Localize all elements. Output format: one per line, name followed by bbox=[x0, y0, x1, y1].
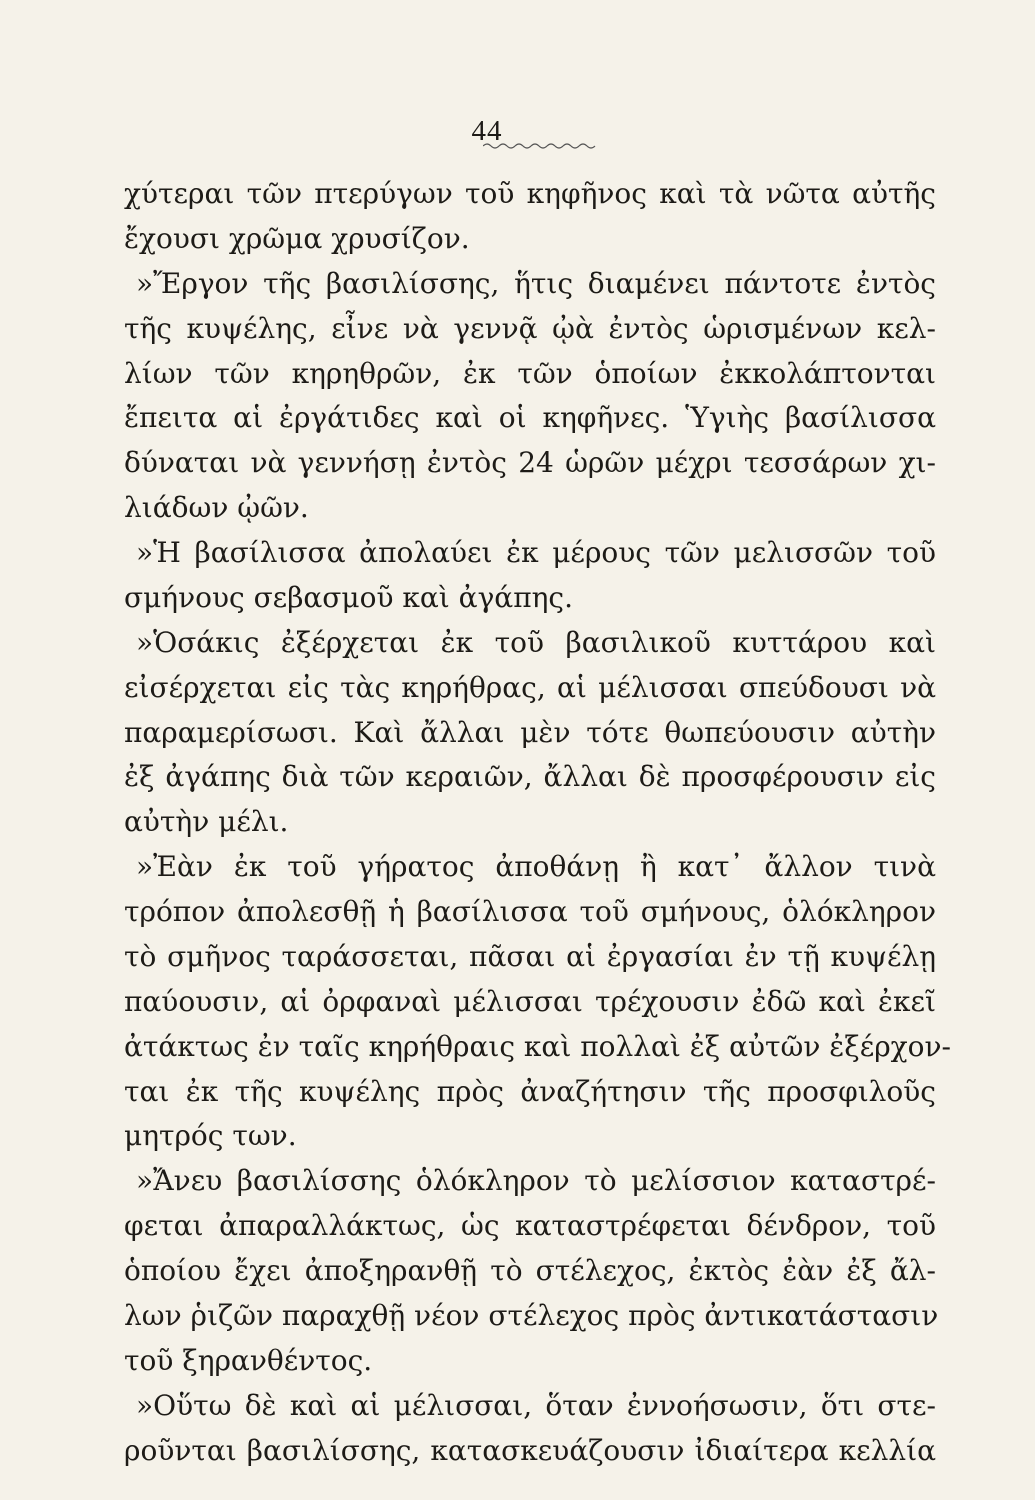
paragraph-first-line: »Ὁσάκις ἐξέρχεται ἐκ τοῦ βασιλικοῦ κυττάρου καὶ bbox=[136, 625, 936, 659]
text-line: τρόπον ἀπολεσθῇ ἡ βασίλισσα τοῦ σμήνους, ὁλόκληρον bbox=[124, 895, 936, 928]
text-line: ἀτάκτως ἐν ταῖς κηρήθραις καὶ πολλαὶ ἐξ αὐτῶν ἐξέρχον- bbox=[124, 1029, 951, 1063]
text-line: χύτεραι τῶν πτερύγων τοῦ κηφῆνος καὶ τὰ νῶτα αὐτῆς bbox=[124, 177, 936, 210]
text-line: τοῦ ξηρανθέντος. bbox=[124, 1343, 373, 1377]
text-line: παύουσιν, αἱ ὀρφαναὶ μέλισσαι τρέχουσιν ἐδῶ καὶ ἐκεῖ bbox=[124, 984, 936, 1018]
text-line: ἔπειτα αἱ ἐργάτιδες καὶ οἱ κηφῆνες. Ὑγιὴς βασίλισσα bbox=[124, 401, 936, 435]
text-line: λων ῥιζῶν παραχθῇ νέον στέλεχος πρὸς ἀντικατάστασιν bbox=[124, 1298, 939, 1332]
paragraph-first-line: »Ἔργον τῆς βασιλίσσης, ἥτις διαμένει πάντοτε ἐντὸς bbox=[136, 266, 936, 300]
page-header bbox=[0, 116, 1035, 156]
wavy-underline-ornament bbox=[483, 142, 596, 150]
paragraph-first-line: »Ἡ βασίλισσα ἀπολαύει ἐκ μέρους τῶν μελισσῶν τοῦ bbox=[136, 536, 936, 569]
text-line: ροῦνται βασιλίσσης, κατασκευάζουσιν ἰδιαίτερα κελλία bbox=[124, 1433, 936, 1467]
paragraph-first-line: »Οὕτω δὲ καὶ αἱ μέλισσαι, ὅταν ἐννοήσωσιν, ὅτι στε- bbox=[136, 1388, 936, 1422]
text-line: αὐτὴν μέλι. bbox=[124, 805, 289, 839]
text-line: εἰσέρχεται εἰς τὰς κηρήθρας, αἱ μέλισσαι σπεύδουσι νὰ bbox=[124, 670, 936, 704]
text-line: ται ἐκ τῆς κυψέλης πρὸς ἀναζήτησιν τῆς προσφιλοῦς bbox=[124, 1074, 936, 1108]
page-number: 44 bbox=[471, 115, 503, 147]
text-line: τὸ σμῆνος ταράσσεται, πᾶσαι αἱ ἐργασίαι ἐν τῇ κυψέλῃ bbox=[124, 939, 936, 973]
text-line: δύναται νὰ γεννήσῃ ἐντὸς 24 ὡρῶν μέχρι τεσσάρων χι- bbox=[124, 446, 936, 480]
text-line: σμήνους σεβασμοῦ καὶ ἀγάπης. bbox=[124, 580, 573, 614]
text-line: φεται ἀπαραλλάκτως, ὡς καταστρέφεται δένδρον, τοῦ bbox=[124, 1209, 936, 1243]
text-line: λιάδων ᾠῶν. bbox=[124, 491, 309, 525]
text-line: ὁποίου ἔχει ἀποξηρανθῇ τὸ στέλεχος, ἐκτὸς ἐὰν ἐξ ἄλ- bbox=[124, 1254, 936, 1287]
text-line: τῆς κυψέλης, εἶνε νὰ γεννᾷ ᾠὰ ἐντὸς ὡρισμένων κελ- bbox=[124, 311, 936, 345]
paragraph-first-line: »Ἄνευ βασιλίσσης ὁλόκληρον τὸ μελίσσιον καταστρέ- bbox=[136, 1164, 936, 1198]
text-line: ἐξ ἀγάπης διὰ τῶν κεραιῶν, ἄλλαι δὲ προσφέρουσιν εἰς bbox=[124, 760, 936, 794]
text-line: ἔχουσι χρῶμα χρυσίζον. bbox=[124, 221, 470, 255]
text-line: λίων τῶν κηρηθρῶν, ἐκ τῶν ὁποίων ἐκκολάπτονται bbox=[124, 356, 936, 390]
paragraph-first-line: »Ἐὰν ἐκ τοῦ γήρατος ἀποθάνῃ ἢ κατ᾿ ἄλλον τινὰ bbox=[136, 850, 936, 884]
body-text bbox=[124, 172, 951, 1473]
text-line: μητρός των. bbox=[124, 1119, 297, 1153]
text-line: παραμερίσωσι. Καὶ ἄλλαι μὲν τότε θωπεύουσιν αὐτὴν bbox=[124, 715, 936, 749]
